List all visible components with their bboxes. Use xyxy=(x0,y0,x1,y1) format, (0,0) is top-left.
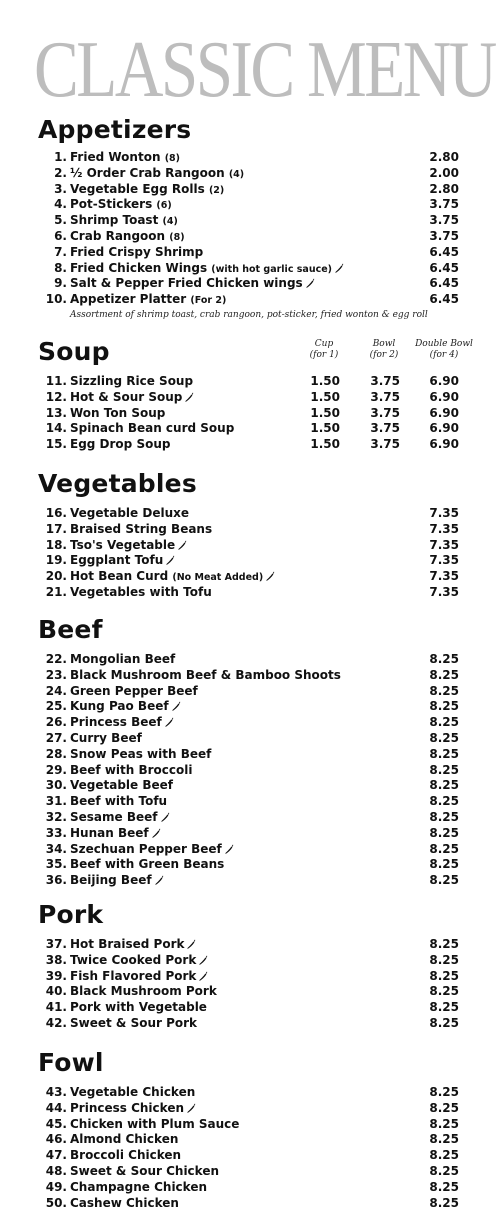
item-detail: (2) xyxy=(208,184,225,196)
pork-section xyxy=(0,901,502,1032)
item-detail: (No Meat Added) xyxy=(172,572,264,584)
soup-col-header-bowl-line1: Bowl xyxy=(372,339,396,349)
item-price: 8.25 xyxy=(429,857,459,872)
item-name: Hot Braised Pork xyxy=(70,937,196,953)
menu-item xyxy=(0,522,502,538)
item-number: 48. xyxy=(45,1163,67,1178)
menu-item xyxy=(0,826,502,842)
item-price: 8.25 xyxy=(429,937,459,951)
item-name: Twice Cooked Pork xyxy=(70,953,208,969)
item-name: Pork with Vegetable xyxy=(70,1000,207,1015)
item-price: 2.80 xyxy=(429,150,459,164)
soup-price-double-bowl: 6.90 xyxy=(429,421,459,436)
item-detail: (8) xyxy=(169,231,185,243)
item-name: Won Ton Soup xyxy=(70,405,166,420)
section-heading-soup: Soup xyxy=(38,337,110,366)
item-price: 8.25 xyxy=(429,762,459,777)
item-name: Salt & Pepper Fried Chicken wings xyxy=(70,276,315,292)
fowl-list xyxy=(0,1085,502,1211)
soup-item xyxy=(0,374,502,390)
item-number: 19. xyxy=(45,553,67,568)
item-price: 8.25 xyxy=(429,730,459,745)
item-name: Sizzling Rice Soup xyxy=(70,374,194,388)
item-price: 6.45 xyxy=(429,244,459,259)
soup-col-header-cup-line1: Cup xyxy=(314,339,334,349)
soup-item xyxy=(0,406,502,422)
item-number: 32. xyxy=(45,809,67,824)
menu-item xyxy=(0,197,502,213)
item-price: 2.00 xyxy=(429,165,459,180)
soup-price-bowl: 3.75 xyxy=(370,389,400,404)
menu-item xyxy=(0,569,502,585)
vegetables-list xyxy=(0,506,502,601)
section-heading-vegetables: Vegetables xyxy=(38,469,197,498)
menu-item xyxy=(0,1164,502,1180)
menu-item xyxy=(0,984,502,1000)
item-number: 15. xyxy=(45,437,67,452)
soup-item xyxy=(0,390,502,406)
item-name: Vegetable Egg Rolls (2) xyxy=(70,181,225,196)
item-price: 6.45 xyxy=(429,260,459,275)
item-name: Beef with Broccoli xyxy=(70,762,193,777)
item-price: 3.75 xyxy=(429,213,459,228)
appetizers-section xyxy=(0,116,502,322)
soup-price-bowl: 3.75 xyxy=(370,421,400,436)
appetizers-list xyxy=(0,150,502,308)
item-number: 4. xyxy=(54,197,67,212)
item-number: 46. xyxy=(45,1132,67,1147)
item-price: 8.25 xyxy=(429,984,459,999)
beef-list xyxy=(0,652,502,889)
menu-item xyxy=(0,292,502,308)
item-name: Sweet & Sour Pork xyxy=(70,1015,198,1030)
menu-item xyxy=(0,276,502,292)
item-name: Crab Rangoon (8) xyxy=(70,228,185,243)
menu-item xyxy=(0,213,502,229)
soup-col-header-bowl-line2: (for 2) xyxy=(369,350,399,360)
item-number: 44. xyxy=(45,1100,67,1115)
item-number: 37. xyxy=(45,937,67,951)
chili-pepper-icon xyxy=(160,812,170,822)
item-number: 23. xyxy=(45,667,67,682)
menu-title: CLASSIC MENU xyxy=(34,26,495,114)
chili-pepper-icon xyxy=(265,571,275,581)
item-price: 7.35 xyxy=(429,569,459,584)
item-price: 7.35 xyxy=(429,553,459,568)
item-detail: (4) xyxy=(228,168,245,180)
soup-price-cup: 1.50 xyxy=(310,374,340,388)
item-price: 8.25 xyxy=(429,699,459,714)
chili-pepper-icon xyxy=(154,875,164,885)
item-number: 30. xyxy=(45,778,67,793)
item-number: 43. xyxy=(45,1085,67,1099)
menu-item xyxy=(0,842,502,858)
item-name: Black Mushroom Pork xyxy=(70,984,217,999)
soup-price-double-bowl: 6.90 xyxy=(429,405,459,420)
item-price: 8.25 xyxy=(429,1132,459,1147)
soup-price-cup: 1.50 xyxy=(310,389,340,404)
item-number: 16. xyxy=(45,506,67,520)
item-number: 29. xyxy=(45,762,67,777)
item-number: 14. xyxy=(45,421,67,436)
chili-pepper-icon xyxy=(177,540,187,550)
item-number: 5. xyxy=(54,213,67,228)
item-number: 17. xyxy=(45,521,67,536)
soup-col-header-double-bowl xyxy=(414,339,474,361)
item-name: Vegetable Chicken xyxy=(70,1085,196,1099)
menu-item xyxy=(0,1117,502,1133)
item-name: Green Pepper Beef xyxy=(70,683,198,698)
item-number: 9. xyxy=(54,276,67,291)
item-name: Chicken with Plum Sauce xyxy=(70,1116,240,1131)
item-price: 2.80 xyxy=(429,181,459,196)
item-price: 8.25 xyxy=(429,652,459,666)
chili-pepper-icon xyxy=(334,263,344,273)
item-name: Kung Pao Beef xyxy=(70,699,181,715)
menu-item xyxy=(0,763,502,779)
item-number: 1. xyxy=(54,150,67,164)
item-name: Snow Peas with Beef xyxy=(70,746,212,761)
item-detail: (8) xyxy=(164,153,180,164)
item-price: 8.25 xyxy=(429,1163,459,1178)
item-name: Egg Drop Soup xyxy=(70,437,171,452)
menu-item xyxy=(0,873,502,889)
item-detail: (with hot garlic sauce) xyxy=(211,263,332,275)
item-number: 10. xyxy=(45,292,67,307)
soup-price-bowl: 3.75 xyxy=(370,374,400,388)
item-name: Beijing Beef xyxy=(70,873,164,889)
menu-item xyxy=(0,506,502,522)
item-name: Szechuan Pepper Beef xyxy=(70,842,234,858)
item-name: Vegetables with Tofu xyxy=(70,584,212,599)
item-number: 35. xyxy=(45,857,67,872)
item-detail: (4) xyxy=(162,216,178,228)
soup-col-header-cup xyxy=(304,339,344,361)
item-price: 8.25 xyxy=(429,746,459,761)
soup-col-header-bowl xyxy=(364,339,404,361)
soup-price-cup: 1.50 xyxy=(310,437,340,452)
menu-item xyxy=(0,585,502,601)
chili-pepper-icon xyxy=(198,971,208,981)
item-price: 8.25 xyxy=(429,873,459,888)
item-price: 8.25 xyxy=(429,841,459,856)
item-number: 20. xyxy=(45,569,67,584)
menu-item xyxy=(0,182,502,198)
item-name: Hot & Sour Soup xyxy=(70,390,194,406)
soup-item xyxy=(0,421,502,437)
item-name: Cashew Chicken xyxy=(70,1195,179,1210)
section-heading-appetizers: Appetizers xyxy=(38,115,192,144)
item-name: Shrimp Toast (4) xyxy=(70,213,178,228)
vegetables-section xyxy=(0,470,502,601)
item-name: Tso's Vegetable xyxy=(70,538,187,554)
menu-item xyxy=(0,1000,502,1016)
menu-item xyxy=(0,1180,502,1196)
chili-pepper-icon xyxy=(198,955,208,965)
item-price: 8.25 xyxy=(429,683,459,698)
item-name: Fried Chicken Wings (with hot garlic sauce) xyxy=(70,261,344,278)
item-number: 47. xyxy=(45,1148,67,1163)
item-number: 36. xyxy=(45,873,67,888)
menu-item xyxy=(0,1016,502,1032)
item-number: 13. xyxy=(45,405,67,420)
item-name: Princess Chicken xyxy=(70,1101,196,1117)
menu-item xyxy=(0,857,502,873)
item-name: Braised String Beans xyxy=(70,521,213,536)
item-number: 11. xyxy=(45,374,67,388)
item-number: 45. xyxy=(45,1116,67,1131)
menu-item xyxy=(0,1132,502,1148)
item-number: 31. xyxy=(45,794,67,809)
item-number: 12. xyxy=(45,389,67,404)
item-price: 8.25 xyxy=(429,1000,459,1015)
item-name: Almond Chicken xyxy=(70,1132,179,1147)
item-price: 8.25 xyxy=(429,794,459,809)
item-price: 8.25 xyxy=(429,715,459,730)
item-number: 42. xyxy=(45,1015,67,1030)
item-name: Broccoli Chicken xyxy=(70,1148,182,1163)
item-name: Fried Wonton (8) xyxy=(70,150,180,164)
item-price: 7.35 xyxy=(429,584,459,599)
chili-pepper-icon xyxy=(171,701,181,711)
chili-pepper-icon xyxy=(184,392,194,402)
item-name: Fish Flavored Pork xyxy=(70,969,208,985)
soup-price-cup: 1.50 xyxy=(310,405,340,420)
item-name: Sweet & Sour Chicken xyxy=(70,1163,220,1178)
pork-list xyxy=(0,937,502,1032)
item-number: 25. xyxy=(45,699,67,714)
menu-item xyxy=(0,245,502,261)
menu-item xyxy=(0,261,502,277)
menu-item xyxy=(0,969,502,985)
appetizer-platter-note: Assortment of shrimp toast, crab rangoon, pot-sticker, fried wonton & egg roll xyxy=(70,309,428,320)
menu-item xyxy=(0,731,502,747)
item-number: 39. xyxy=(45,968,67,983)
item-number: 18. xyxy=(45,537,67,552)
item-name: Curry Beef xyxy=(70,730,142,745)
menu-item xyxy=(0,810,502,826)
item-price: 8.25 xyxy=(429,1179,459,1194)
chili-pepper-icon xyxy=(224,844,234,854)
item-number: 40. xyxy=(45,984,67,999)
item-price: 7.35 xyxy=(429,521,459,536)
menu-item xyxy=(0,538,502,554)
menu-item xyxy=(0,937,502,953)
item-name: Black Mushroom Beef & Bamboo Shoots xyxy=(70,667,341,682)
section-heading-fowl: Fowl xyxy=(38,1048,104,1077)
item-price: 8.25 xyxy=(429,952,459,967)
item-name: Sesame Beef xyxy=(70,810,170,826)
item-number: 21. xyxy=(45,584,67,599)
soup-col-header-cup-line2: (for 1) xyxy=(309,350,339,360)
soup-price-double-bowl: 6.90 xyxy=(429,389,459,404)
item-name: Vegetable Beef xyxy=(70,778,173,793)
item-name: Hot Bean Curd (No Meat Added) xyxy=(70,569,275,586)
item-name: Mongolian Beef xyxy=(70,652,176,666)
item-price: 8.25 xyxy=(429,1148,459,1163)
item-price: 7.35 xyxy=(429,537,459,552)
item-number: 2. xyxy=(54,165,67,180)
item-name: Fried Crispy Shrimp xyxy=(70,244,204,259)
item-name: Spinach Bean curd Soup xyxy=(70,421,235,436)
soup-section xyxy=(0,338,502,453)
item-name: ½ Order Crab Rangoon (4) xyxy=(70,165,245,180)
soup-col-header-double-line1: Double Bowl xyxy=(415,339,473,349)
item-number: 8. xyxy=(54,260,67,275)
item-price: 7.35 xyxy=(429,506,459,520)
item-number: 28. xyxy=(45,746,67,761)
item-detail: (For 2) xyxy=(190,295,227,307)
menu-item xyxy=(0,229,502,245)
item-price: 8.25 xyxy=(429,968,459,983)
item-price: 8.25 xyxy=(429,1015,459,1030)
item-number: 24. xyxy=(45,683,67,698)
menu-item xyxy=(0,794,502,810)
soup-price-bowl: 3.75 xyxy=(370,437,400,452)
item-name: Princess Beef xyxy=(70,715,174,731)
item-number: 7. xyxy=(54,244,67,259)
item-price: 8.25 xyxy=(429,1195,459,1210)
item-price: 8.25 xyxy=(429,1085,459,1099)
menu-item xyxy=(0,715,502,731)
item-number: 49. xyxy=(45,1179,67,1194)
item-price: 8.25 xyxy=(429,667,459,682)
soup-price-bowl: 3.75 xyxy=(370,405,400,420)
menu-item xyxy=(0,953,502,969)
item-name: Beef with Tofu xyxy=(70,794,168,809)
fowl-section xyxy=(0,1049,502,1211)
menu-item xyxy=(0,150,502,166)
item-number: 41. xyxy=(45,1000,67,1015)
item-price: 8.25 xyxy=(429,1116,459,1131)
menu-item xyxy=(0,553,502,569)
item-number: 6. xyxy=(54,228,67,243)
item-number: 50. xyxy=(45,1195,67,1210)
item-price: 6.45 xyxy=(429,276,459,291)
chili-pepper-icon xyxy=(164,717,174,727)
item-name: Beef with Green Beans xyxy=(70,857,225,872)
item-name: Vegetable Deluxe xyxy=(70,506,189,520)
menu-item xyxy=(0,1148,502,1164)
item-price: 8.25 xyxy=(429,778,459,793)
soup-price-cup: 1.50 xyxy=(310,421,340,436)
menu-item xyxy=(0,747,502,763)
item-name: Hunan Beef xyxy=(70,826,161,842)
item-number: 27. xyxy=(45,730,67,745)
item-price: 8.25 xyxy=(429,809,459,824)
menu-item xyxy=(0,652,502,668)
item-number: 34. xyxy=(45,841,67,856)
item-price: 8.25 xyxy=(429,1100,459,1115)
item-number: 33. xyxy=(45,825,67,840)
chili-pepper-icon xyxy=(186,1103,196,1113)
menu-item xyxy=(0,778,502,794)
item-name: Champagne Chicken xyxy=(70,1179,208,1194)
menu-item xyxy=(0,1101,502,1117)
chili-pepper-icon xyxy=(186,939,196,949)
menu-item xyxy=(0,166,502,182)
item-number: 26. xyxy=(45,715,67,730)
chili-pepper-icon xyxy=(151,828,161,838)
soup-col-header-double-line2: (for 4) xyxy=(429,350,459,360)
item-name: Eggplant Tofu xyxy=(70,553,175,569)
soup-item xyxy=(0,437,502,453)
section-heading-beef: Beef xyxy=(38,615,103,644)
item-price: 3.75 xyxy=(429,197,459,212)
section-heading-pork: Pork xyxy=(38,900,104,929)
item-name: Pot-Stickers (6) xyxy=(70,197,172,212)
menu-item xyxy=(0,668,502,684)
item-number: 38. xyxy=(45,952,67,967)
chili-pepper-icon xyxy=(165,555,175,565)
item-number: 22. xyxy=(45,652,67,666)
menu-item xyxy=(0,1085,502,1101)
item-price: 6.45 xyxy=(429,292,459,307)
soup-list xyxy=(0,374,502,453)
soup-price-double-bowl: 6.90 xyxy=(429,374,459,388)
menu-item xyxy=(0,1196,502,1212)
soup-price-double-bowl: 6.90 xyxy=(429,437,459,452)
item-detail: (6) xyxy=(156,200,172,212)
menu-item xyxy=(0,699,502,715)
beef-section xyxy=(0,616,502,889)
item-price: 8.25 xyxy=(429,825,459,840)
item-name: Appetizer Platter (For 2) xyxy=(70,292,227,307)
menu-item xyxy=(0,684,502,700)
chili-pepper-icon xyxy=(305,278,315,288)
item-number: 3. xyxy=(54,181,67,196)
item-price: 3.75 xyxy=(429,228,459,243)
